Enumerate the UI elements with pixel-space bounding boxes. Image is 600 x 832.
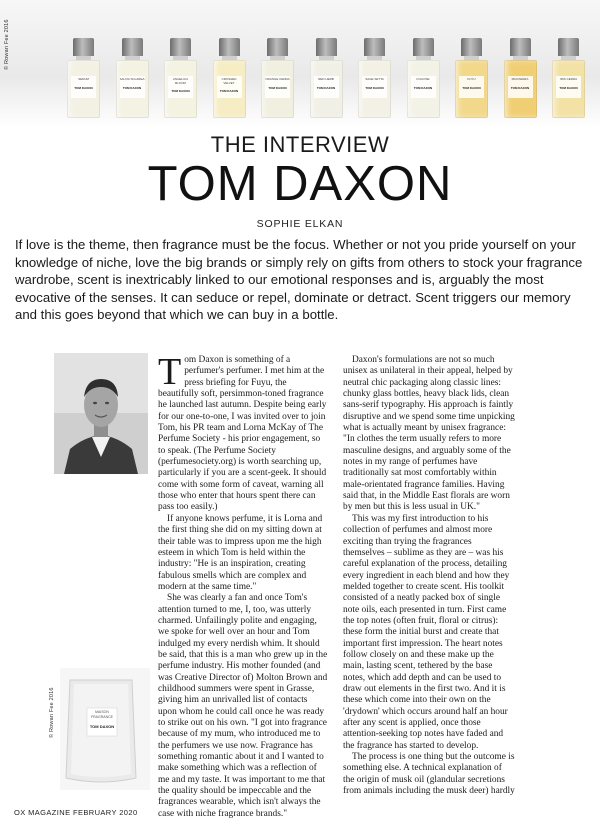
perfume-bottle [358,38,391,118]
bottle-label [71,76,96,98]
bottle-label-brand: TOM DAXON [510,85,530,90]
bottle-label-name: SAGE SETTA [365,77,384,81]
bottle-label-brand: TOM DAXON [462,85,481,90]
bottle-cap [413,38,434,56]
candle-label-line2: FRAGRANCE [91,714,113,719]
bottle-label [265,76,290,98]
perfume-bottle [116,38,149,118]
bottle-cap [510,38,531,56]
bottle-cap [461,38,482,56]
bottle-label-name: SEDUM [78,77,89,81]
perfume-bottle [504,38,537,118]
article-title: TOM DAXON [147,157,453,211]
bottle-label [508,76,533,98]
bottle-label [362,76,387,98]
portrait-photo [54,353,148,474]
bottle-label-name: ANGELICA BLOOM [172,77,189,85]
bottle-label [411,76,436,98]
paragraph-5: This was my first introduction to his collection of perfumes and almost more exciting than trying the fragrances themselves – sublime as they are – was his careful explanation of the process, detailing every ingredient in each blend and how they melded together to create scent. His toolkit consisted of a neatly packed box of single note oils, each presented in turn. First came the top notes (often fruit, floral or citrus): these form the initial burst and create that important first impression. The heart notes follow closely on and these make up the main, lasting scent, tethered by the base notes, which add depth and can be used to draw out elements in the first two. And it is these which come into their own on the 'drydown' which occurs around half an hour after any scent is applied, once those attention-seeking top notes have faded and the fragrance has started to develop. [343,513,510,751]
perfume-bottle [213,38,246,118]
article-kicker: THE INTERVIEW [210,132,390,157]
bottle-cap [316,38,337,56]
page-footer: OX MAGAZINE FEBRUARY 2020 [14,808,138,817]
perfume-bottle [164,38,197,118]
bottle-label-brand: TOM DAXON [171,89,190,94]
candle-label [87,710,117,730]
bottle-label [168,76,193,98]
bottle-label-brand: TOM DAXON [219,89,239,94]
article-standfirst: If love is the theme, then fragrance must be the focus. Whether or not you pride yourself on your knowledge of niche, love the big brands or simply rely on gifts from others to stock your fragrance wardrobe, scent is inextricably linked to our emotional responses and is, arguably the most evocative of the senses. It can seduce or repel, dominate or detract. Scent triggers our memory and this goes beyond that which we can buy in a bottle. [15,237,583,323]
bottle-cap [170,38,191,56]
bottle-label-brand: TOM DAXON [413,85,433,90]
paragraph-6: The process is one thing but the outcome is something else. A technical explanation of the origin of musk oil (glandular secretions from animals including the musk deer) hardly [343,752,515,797]
bottle-cap [364,38,385,56]
bottle-cap [122,38,143,56]
bottle-label-name: FUYU [467,77,476,81]
bottle-label-brand: TOM DAXON [122,85,142,90]
bottle-label [556,76,581,98]
perfume-bottle [261,38,294,118]
paragraph-1 [158,351,328,514]
bottle-cap [219,38,240,56]
article-column-1 [158,351,328,820]
bottle-label-name: RED HERB [318,77,334,81]
bottle-label-name: ORANGE CEDRA [265,77,290,81]
drop-cap: T [158,351,182,393]
paragraph-2: If anyone knows perfume, it is Lorna and the first thing she did on my sitting down at their table was to impress upon me the high esteem in which Tom is held within the industry: "He is an inspiration, creating fabulous smells which are complex and modern at the same time." [158,513,323,592]
bottle-label [459,76,484,98]
candle-photo [49,668,150,790]
perfume-bottle [310,38,343,118]
bottle-label-brand: TOM DAXON [268,85,287,90]
bottle-label-brand: TOM DAXON [316,85,336,90]
bottle-label-brand: TOM DAXON [74,85,93,90]
perfume-bottle [67,38,100,118]
bottle-label-brand: TOM DAXON [559,85,578,90]
bottle-label [314,76,339,98]
candle-label-brand: TOM DAXON [89,724,115,729]
bottle-label [120,76,145,98]
bottle-cap [267,38,288,56]
perfume-bottle [455,38,488,118]
bottle-label-name: FOLIOSE [416,77,430,81]
bottle-cap [73,38,94,56]
bottle-label-name: MUGIWARA [511,77,529,81]
perfume-bottle [552,38,585,118]
perfume-bottle [407,38,440,118]
candle-label-line1: MAISON [95,710,109,714]
bottle-label-name: SALVIA SCLAREA [119,77,145,81]
bottle-cap [558,38,579,56]
article-byline: SOPHIE ELKAN [256,218,344,230]
article-column-2 [343,355,515,797]
paragraph-4: Daxon's formulations are not so much unisex as unilateral in their appeal, helped by neutral chic packaging along classic lines: chunky glass bottles, heavy black lids, clean sans-serif typography. His approach is faintly disruptive and we spend some time unpicking what is actually meant by unisex fragrance: "In clothes the term usually refers to more masculine designs, and arguably some of the notes in my range of perfumes have traditionally sat most comfortably within male-orientated fragrance families. Having said that, in the Middle East florals are worn by men but this is less usual in UK." [343,355,515,513]
bottle-label-brand: TOM DAXON [365,85,384,90]
paragraph-3: She was clearly a fan and once Tom's attention turned to me, I, too, was utterly charmed. Unfailingly polite and engaging, we spoke for well over an hour and Tom indulged my every nerdish whim. It should be said, that this is a man who grew up in the perfume industry. His mother founded (and was Creative Director of) Molton Brown and childhood summers were spent in Grasse, giving him an unrivalled list of contacts upon whom he could call once he was ready to strike out on his own. "I got into fragrance because of my mum, who introduced me to the perfumers we use now. Fragrance has something romantic about it and I wanted to make something which was a reflection of me and my taste. It was important to me that the quality should be impeccable and the fragrances wearable, which isn't always the case with niche fragrance brands." [158,593,328,819]
bottle-label-name: IRIS CEDRA [559,77,578,81]
hero-bottles-photo [0,0,600,128]
paragraph-1-text: om Daxon is something of a perfumer's perfumer. I met him at the press briefing for Fuyu, the beautifully soft, persimmon-toned fragrance he launched last autumn. Despite being early for our one-to-one, I was invited over to join Tom, his PR team and Lorna McKay of The Perfume Society - his prior engagement, so to speak. (The Perfume Society (perfumesociety.org) is worth searching up, particularly if you are a scent-geek. It should come with some form of caveat, warning all those who enter that hours spent there can pass too easily.) [158,355,327,513]
bottle-label [217,76,242,98]
photo-credit-candle: © Rowan Fee 2016 [49,687,55,738]
photo-credit-top: © Rowan Fee 2016 [4,19,10,70]
bottle-label-name: CRUSHED VELVET [221,77,237,85]
